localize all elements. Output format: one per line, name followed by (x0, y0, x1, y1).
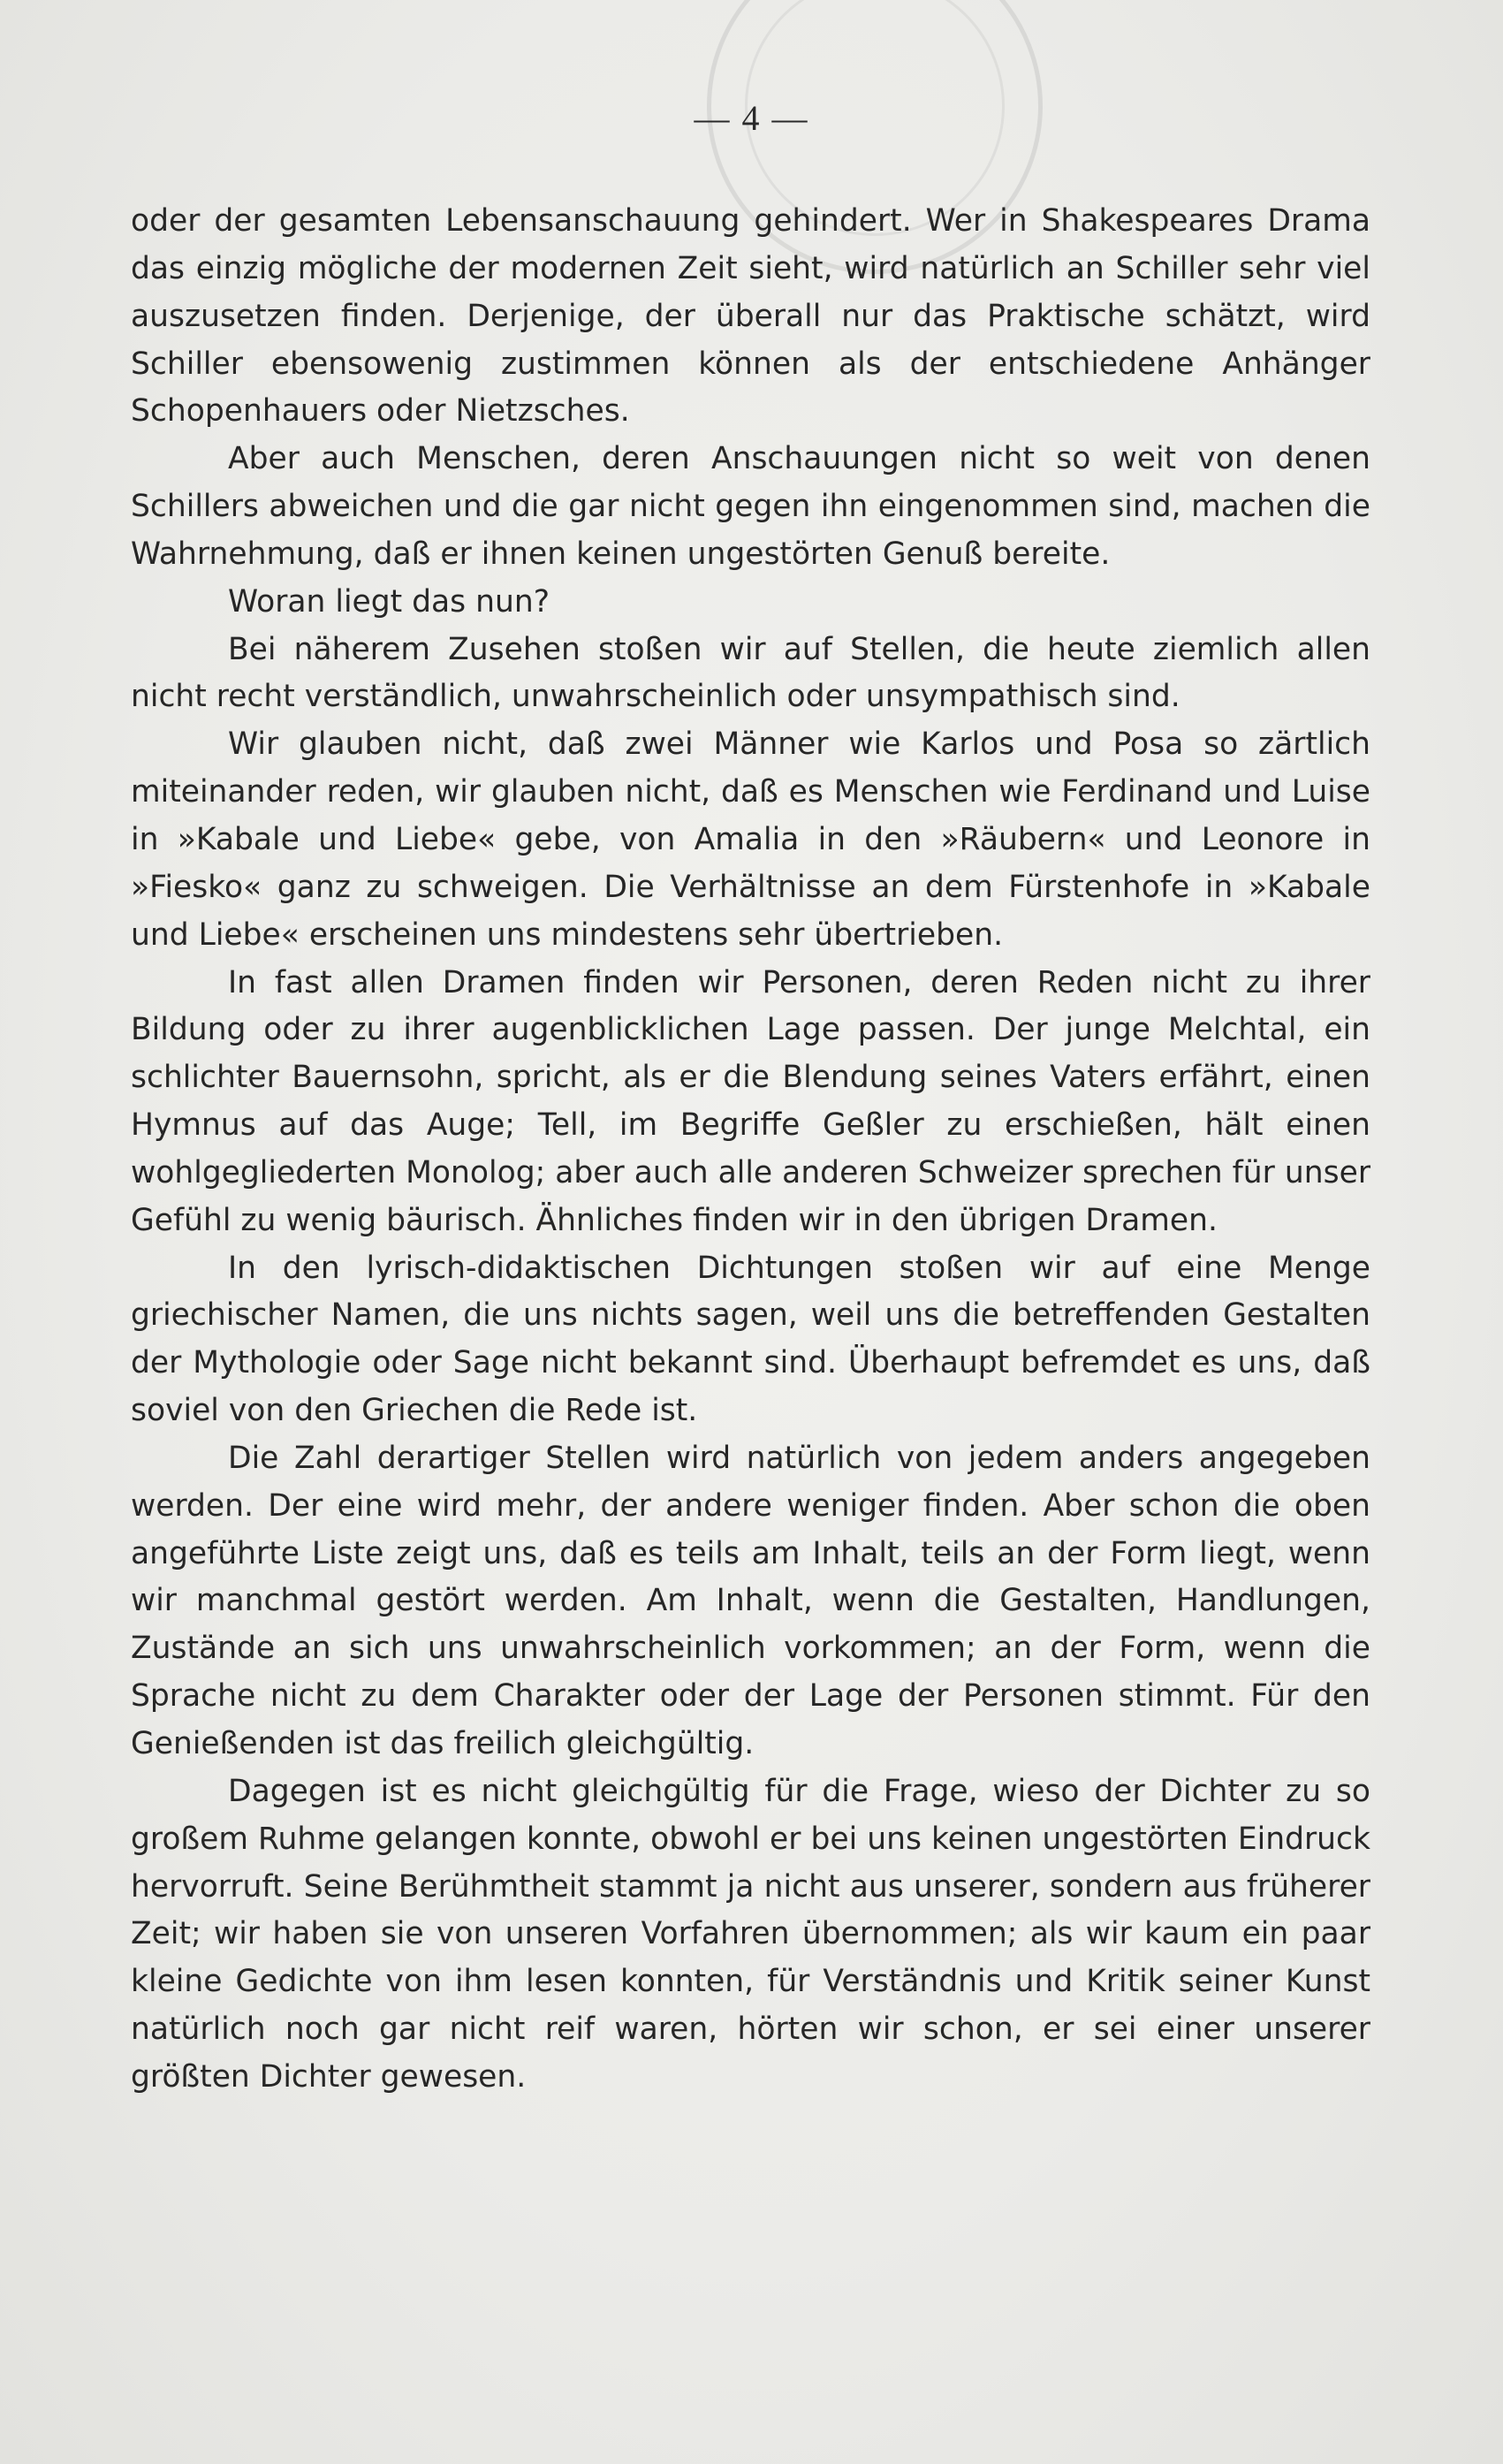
paragraph: In den lyrisch-didaktischen Dichtungen stoßen wir auf eine Menge griechischer Namen, die uns nichts sagen, weil uns die betreffenden Gestalten der Mythologie oder Sage nicht bekannt sind. Überhaupt befremdet es uns, daß soviel von den Griechen die Rede ist. (131, 1250, 1370, 1429)
body-text (131, 198, 1370, 2102)
paragraph: Dagegen ist es nicht gleichgültig für die Frage, wieso der Dichter zu so großem Ruhme gelangen konnte, obwohl er bei uns keinen ungestörten Eindruck hervorruft. Seine Berühmtheit stammt ja nicht aus unserer, sondern aus früherer Zeit; wir haben sie von unseren Vorfahren übernommen; als wir kaum ein paar kleine Gedichte von ihm lesen konnten, für Verständnis und Kritik seiner Kunst natürlich noch gar nicht reif waren, hörten wir schon, er sei einer unserer größten Dichter gewesen. (131, 1773, 1370, 2095)
paragraph: Wir glauben nicht, daß zwei Männer wie Karlos und Posa so zärtlich miteinander reden, wir glauben nicht, daß es Menschen wie Ferdinand und Luise in »Kabale und Liebe« gebe, von Amalia in den »Räubern« und Leonore in »Fiesko« ganz zu schweigen. Die Verhältnisse an dem Fürstenhofe in »Kabale und Liebe« erscheinen uns mindestens sehr übertrieben. (131, 726, 1370, 953)
paragraph: Die Zahl derartiger Stellen wird natürlich von jedem anders angegeben werden. Der eine wird mehr, der andere weniger finden. Aber schon die oben angeführte Liste zeigt uns, daß es teils am Inhalt, teils an der Form liegt, wenn wir manchmal gestört werden. Am Inhalt, wenn die Gestalten, Handlungen, Zustände an sich uns unwahrscheinlich vorkommen; an der Form, wenn die Sprache nicht zu dem Charakter oder der Lage der Personen stimmt. Für den Genießenden ist das freilich gleichgültig. (131, 1440, 1370, 1761)
paragraph: In fast allen Dramen finden wir Personen, deren Reden nicht zu ihrer Bildung oder zu ihrer augenblicklichen Lage passen. Der junge Melchtal, ein schlichter Bauernsohn, spricht, als er die Blendung seines Vaters erfährt, einen Hymnus auf das Auge; Tell, im Begriffe Geßler zu erschießen, hält einen wohlgegliederten Monolog; aber auch alle anderen Schweizer sprechen für unser Gefühl zu wenig bäurisch. Ähnliches finden wir in den übrigen Dramen. (131, 964, 1370, 1238)
paragraph: Aber auch Menschen, deren Anschauungen nicht so weit von denen Schillers abweichen und die gar nicht gegen ihn eingenommen sind, machen die Wahrnehmung, daß er ihnen keinen ungestörten Genuß bereite. (131, 441, 1370, 572)
paragraph: Woran liegt das nun? (228, 583, 550, 620)
paragraph: Bei näherem Zusehen stoßen wir auf Stellen, die heute ziemlich allen nicht recht verständlich, unwahrscheinlich oder unsympathisch sind. (131, 631, 1370, 715)
paragraph: oder der gesamten Lebensanschauung gehindert. Wer in Shakespeares Drama das einzig mögliche der modernen Zeit sieht, wird natürlich an Schiller sehr viel auszusetzen finden. Derjenige, der überall nur das Praktische schätzt, wird Schiller ebensowenig zustimmen können als der entschiedene Anhänger Schopenhauers oder Nietzsches. (131, 203, 1370, 430)
page-number: — 4 — (694, 98, 809, 138)
